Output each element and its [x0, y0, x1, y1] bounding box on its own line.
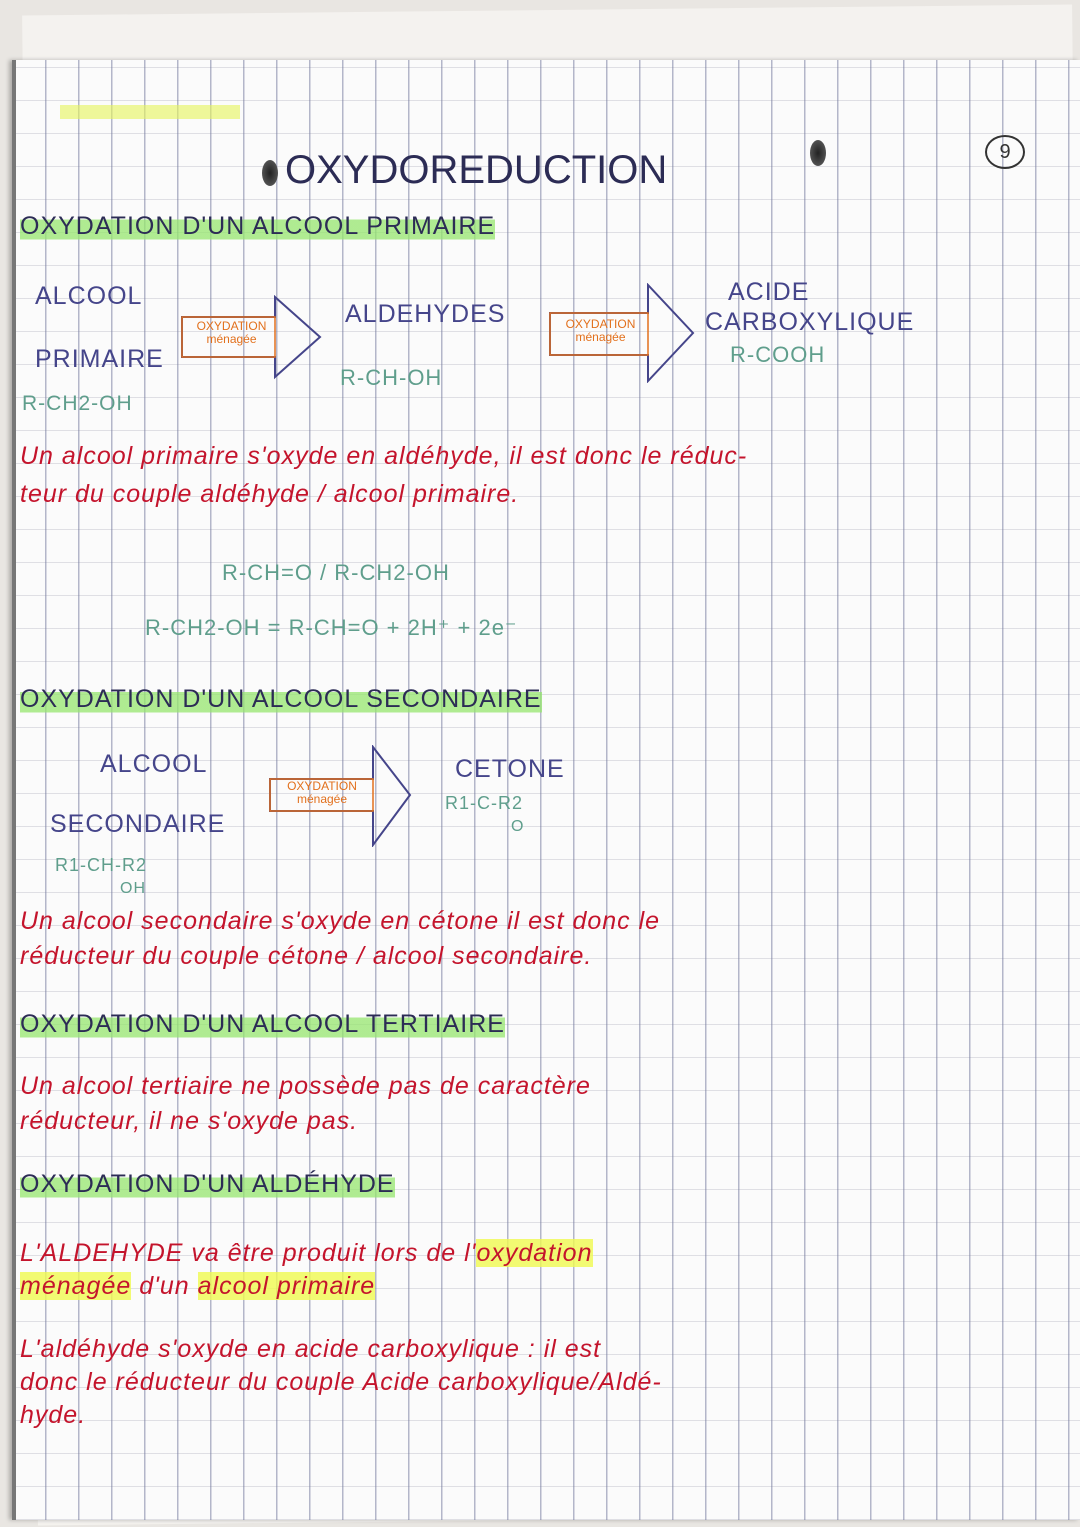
- text-line: Un alcool primaire s'oxyde en aldéhyde, il est donc le réduc-: [20, 442, 748, 470]
- reactant-line1: ALCOOL: [35, 282, 143, 310]
- product2-formula: R-COOH: [730, 342, 826, 367]
- reactant-formula: R-CH2-OH: [22, 392, 133, 415]
- arrow-label-line: ménagée: [575, 330, 626, 344]
- heading-tertiary: OXYDATION D'UN ALCOOL TERTIAIRE: [20, 1010, 505, 1038]
- reactant-line2: SECONDAIRE: [50, 810, 226, 838]
- reactant-line2: PRIMAIRE: [35, 345, 164, 373]
- heading-aldehyde: OXYDATION D'UN ALDÉHYDE: [20, 1170, 395, 1198]
- text-line: [20, 1270, 375, 1302]
- product1-formula: R-CH-OH: [340, 365, 443, 390]
- page-title: OXYDOREDUCTION: [285, 148, 668, 192]
- half-equation: R-CH2-OH = R-CH=O + 2H⁺ + 2e⁻: [145, 615, 518, 640]
- text-span: L'ALDEHYDE va être produit lors de l': [20, 1239, 477, 1267]
- text-line: réducteur du couple cétone / alcool secondaire.: [20, 942, 593, 970]
- product-formula: R1-C-R2: [445, 793, 524, 813]
- text-line: Un alcool tertiaire ne possède pas de caractère: [20, 1072, 591, 1100]
- text-span: d'un: [131, 1272, 198, 1300]
- page-number: 9: [985, 135, 1025, 169]
- text-line: réducteur, il ne s'oxyde pas.: [20, 1107, 359, 1135]
- highlighted-text: oxydation: [476, 1239, 593, 1267]
- product: CETONE: [455, 755, 565, 783]
- arrow2-label: [553, 318, 648, 344]
- binder-hole: [810, 140, 826, 166]
- text-line: L'aldéhyde s'oxyde en acide carboxylique : il est: [20, 1335, 602, 1363]
- reactant-line1: ALCOOL: [100, 750, 208, 778]
- notebook-edge: [12, 60, 16, 1520]
- arrow3-label: [272, 780, 372, 806]
- arrow-label-line: OXYDATION: [287, 779, 357, 793]
- text-line: Un alcool secondaire s'oxyde en cétone il est donc le: [20, 907, 661, 935]
- arrow1-label: [184, 320, 279, 346]
- text-line: hyde.: [20, 1401, 87, 1429]
- arrow-label-line: OXYDATION: [565, 317, 636, 331]
- highlighted-text: ménagée: [20, 1272, 132, 1300]
- reactant-formula-sub: OH: [120, 880, 146, 897]
- highlighted-text: alcool primaire: [197, 1272, 376, 1300]
- highlight-mark: [60, 105, 240, 119]
- product1: ALDEHYDES: [345, 300, 506, 328]
- text-line: donc le réducteur du couple Acide carboxylique/Aldé-: [20, 1368, 662, 1396]
- product2-line2: CARBOXYLIQUE: [705, 308, 915, 336]
- binder-hole: [262, 160, 278, 186]
- product-formula-sub: O: [511, 818, 525, 835]
- arrow-label-line: ménagée: [206, 332, 257, 346]
- arrow-label-line: ménagée: [296, 792, 348, 806]
- arrow-label-line: OXYDATION: [196, 319, 267, 333]
- heading-primary: OXYDATION D'UN ALCOOL PRIMAIRE: [20, 212, 496, 240]
- product2-line1: ACIDE: [728, 278, 810, 306]
- heading-secondary: OXYDATION D'UN ALCOOL SECONDAIRE: [20, 685, 542, 713]
- text-line: teur du couple aldéhyde / alcool primaire.: [20, 480, 520, 508]
- redox-couple: R-CH=O / R-CH2-OH: [222, 560, 450, 585]
- reactant-formula: R1-CH-R2: [55, 855, 148, 875]
- text-line: [20, 1237, 593, 1269]
